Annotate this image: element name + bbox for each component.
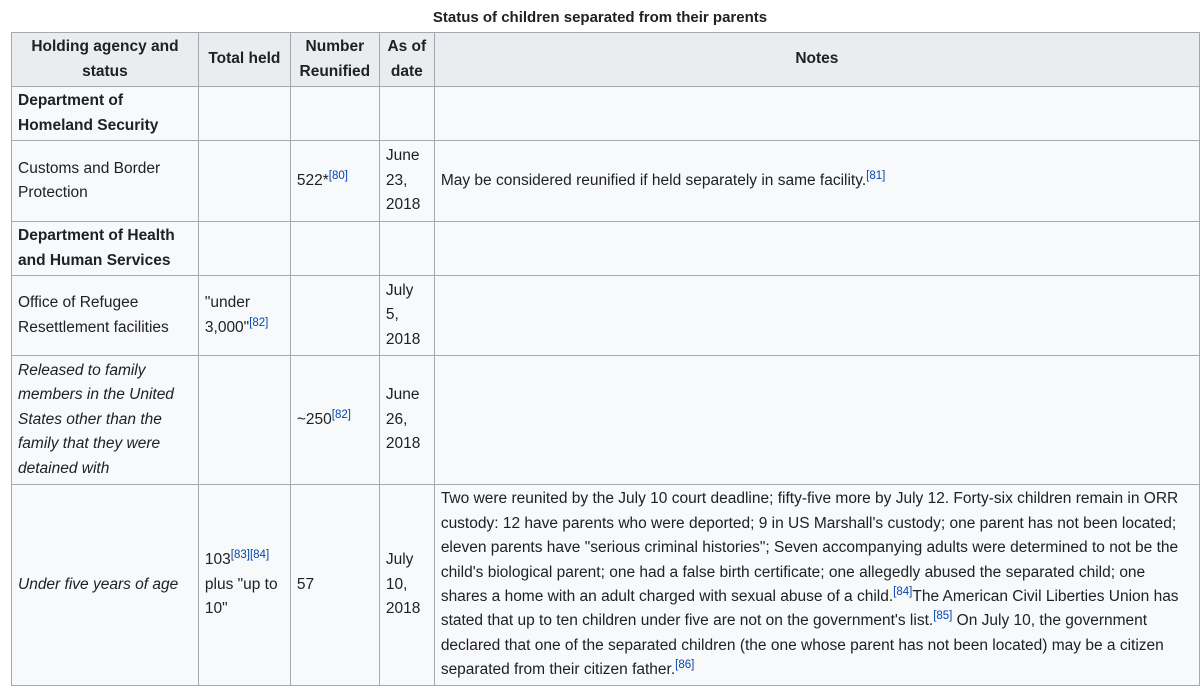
reunified-value: 522* [296, 171, 329, 189]
table-row-hhs [12, 222, 1200, 276]
reunified-value: ~250 [296, 410, 332, 428]
reunified-cell [290, 141, 379, 222]
date-cell: June 23, 2018 [379, 141, 434, 222]
header-agency[interactable]: Holding agency and status [12, 33, 199, 87]
total-value: 103 [204, 551, 231, 569]
reunified-cell [290, 87, 379, 141]
total-cell [198, 276, 290, 356]
agency-cell: Customs and Border Protection [12, 141, 199, 222]
total-cell [198, 356, 290, 485]
agency-cell: Under five years of age [12, 485, 199, 686]
table-caption: Status of children separated from their parents [432, 9, 768, 26]
status-table [11, 32, 1200, 686]
citation-link[interactable]: [81] [866, 169, 886, 182]
reunified-cell [290, 356, 379, 485]
notes-cell [434, 222, 1199, 276]
citation-link[interactable]: [82] [331, 408, 351, 421]
date-cell [379, 87, 434, 141]
table-row-under-five [12, 485, 1200, 686]
header-row [12, 33, 1200, 87]
table-row-released [12, 356, 1200, 485]
citation-link[interactable]: [80] [328, 169, 348, 182]
notes-cell [434, 356, 1199, 485]
date-cell: July 10, 2018 [379, 485, 434, 686]
total-value: "under 3,000" [204, 294, 251, 336]
citation-link[interactable]: [86] [675, 659, 695, 672]
total-extra: plus "up to 10" [204, 575, 278, 618]
reunified-cell: 57 [290, 485, 379, 686]
notes-cell [434, 485, 1199, 686]
table-row-cbp [12, 141, 1200, 222]
total-cell [198, 222, 290, 276]
citation-link[interactable]: [82] [249, 316, 269, 329]
header-notes[interactable]: Notes [434, 33, 1199, 87]
total-cell [198, 141, 290, 222]
agency-cell: Released to family members in the United States other than the family that they were detained with [12, 356, 199, 485]
header-total-held[interactable]: Total held [198, 33, 290, 87]
total-cell [198, 87, 290, 141]
notes-text: The American Civil Liberties Union has stated that up to ten children under five are not on the government's list. [440, 588, 1179, 630]
header-number-reunified[interactable]: Number Reunified [290, 33, 379, 87]
notes-cell [434, 276, 1199, 356]
citation-link[interactable]: [85] [933, 610, 953, 623]
header-as-of-date[interactable]: As of date [379, 33, 434, 87]
citation-link[interactable]: [84] [893, 586, 913, 598]
agency-cell: Office of Refugee Resettlement facilities [12, 276, 199, 356]
date-cell [379, 222, 434, 276]
citation-link[interactable]: [83] [230, 549, 250, 562]
total-cell [198, 485, 290, 686]
notes-cell [434, 141, 1199, 222]
agency-cell: Department of Homeland Security [12, 87, 199, 141]
notes-cell [434, 87, 1199, 141]
reunified-cell [290, 222, 379, 276]
agency-cell: Department of Health and Human Services [12, 222, 199, 276]
citation-link[interactable]: [84] [249, 549, 270, 562]
reunified-cell [290, 276, 379, 356]
date-cell: June 26, 2018 [379, 356, 434, 485]
notes-text: Two were reunited by the July 10 court deadline; fifty-five more by July 12. Forty-six children remain in ORR custody: 12 have parents who were deported; 9 in US Marshall's custody; one parent has not been located; eleven parents have "serious criminal histories"; Seven accompanying adults were determined to not be the child's biological parent; one had a false birth certificate; one allegedly abused the separated child; one shares a home with an adult charged with sexual abuse of a child. [440, 490, 1179, 605]
table-row-orr [12, 276, 1200, 356]
notes-text: May be considered reunified if held separately in same facility. [440, 171, 867, 189]
table-row-dhs [12, 87, 1200, 141]
date-cell: July 5, 2018 [379, 276, 434, 356]
notes-text: On July 10, the government declared that one of the separated children (the one whose parent has not been located) may be a citizen separated from their citizen father. [440, 612, 1164, 679]
